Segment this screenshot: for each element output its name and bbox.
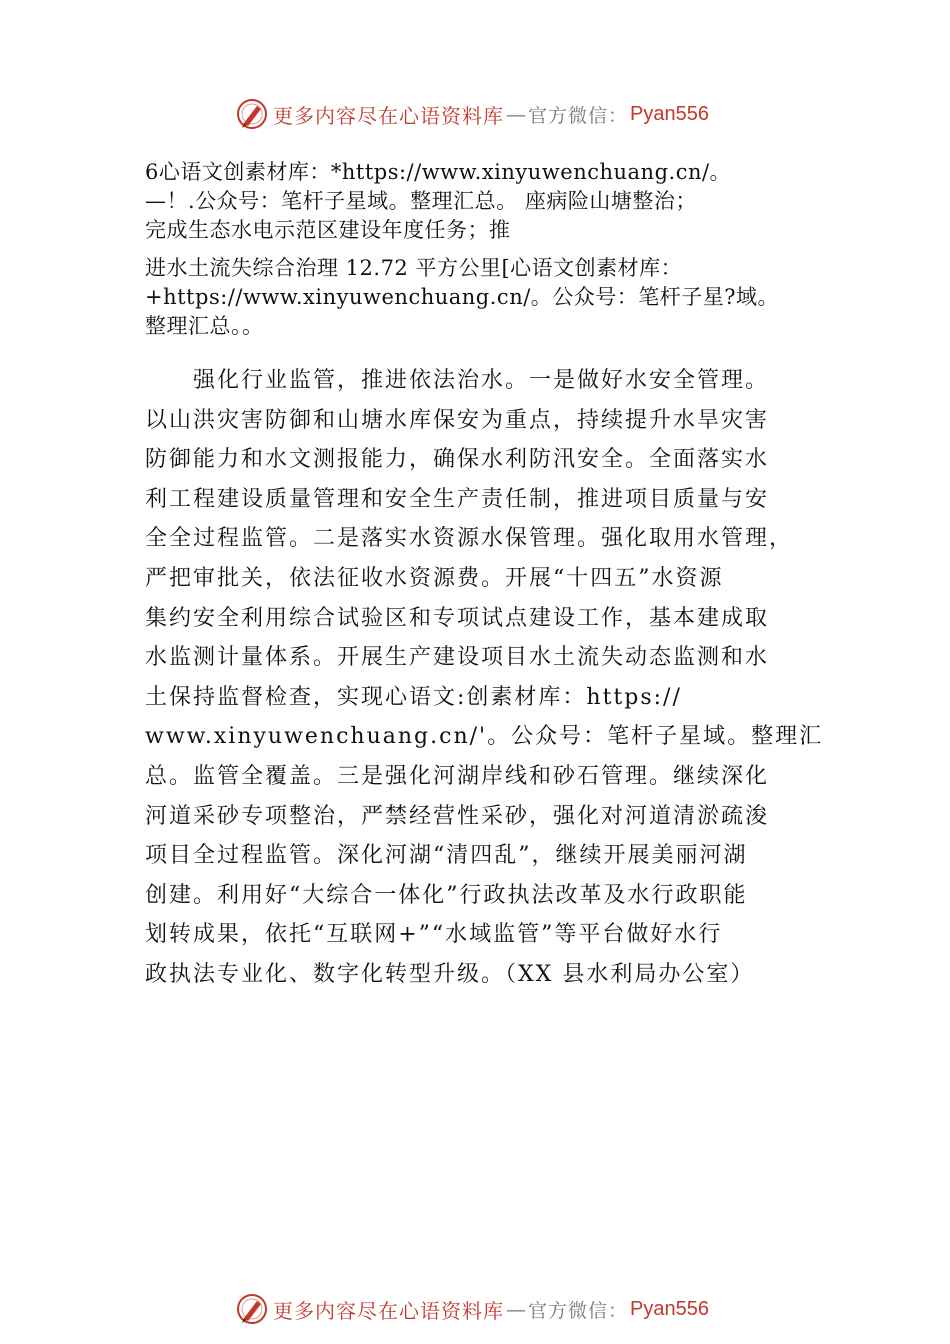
paragraph-line: 全全过程监管。二是落实水资源水保管理。强化取用水管理，	[145, 526, 794, 552]
banner-wechat-id: Pyan556	[630, 102, 709, 125]
banner-wechat-label: 官方微信：	[528, 104, 629, 127]
body-paragraph	[145, 361, 845, 995]
header-banner	[235, 96, 709, 132]
banner-separator: —	[506, 102, 526, 126]
paragraph-line: 强化行业监管，推进依法治水。一是做好水安全管理。	[145, 368, 770, 393]
paragraph-line: 水监测计量体系。开展生产建设项目水土流失动态监测和水	[145, 645, 770, 671]
banner-text: 更多内容尽在心语资料库	[273, 103, 504, 128]
banner-separator: —	[506, 1297, 526, 1321]
document-body	[145, 158, 845, 995]
paragraph-line: 创建。利用好“大综合一体化”行政执法改革及水行政职能	[145, 882, 748, 908]
paragraph-line: 总。监管全覆盖。三是强化河湖岸线和砂石管理。继续深化	[145, 763, 770, 789]
paragraph-line: 政执法专业化、数字化转型升级。（XX 县水利局办公室）	[145, 961, 755, 987]
intro-line: —！.公众号：笔杆子星域。整理汇总。 座病险山塘整治；	[145, 189, 697, 213]
pen-logo-icon	[235, 97, 269, 131]
paragraph-line: 集约安全利用综合试验区和专项试点建设工作，基本建成取	[145, 605, 770, 631]
intro-line: 完成生态水电示范区建设年度任务；推	[145, 218, 511, 242]
banner-text: 更多内容尽在心语资料库	[273, 1298, 504, 1323]
intro-block	[145, 158, 845, 341]
paragraph-line: www.xinyuwenchuang.cn/'。公众号：笔杆子星域。整理汇	[145, 724, 824, 750]
footer-banner	[235, 1291, 709, 1327]
paragraph-line: 划转成果，依托“互联网+”“水域监管”等平台做好水行	[145, 922, 723, 948]
banner-wechat-label: 官方微信：	[528, 1299, 629, 1322]
paragraph-line: 河道采砂专项整治，严禁经营性采砂，强化对河道清淤疏浚	[145, 803, 770, 829]
intro-line: 进水土流失综合治理 12.72 平方公里[心语文创素材库：	[145, 256, 683, 280]
paragraph-line: 以山洪灾害防御和山塘水库保安为重点，持续提升水旱灾害	[145, 407, 770, 433]
pen-logo-icon	[235, 1292, 269, 1326]
intro-line: 6心语文创素材库：*https://www.xinyuwenchuang.cn/。	[145, 160, 732, 184]
intro-line: 整理汇总。。	[145, 314, 264, 338]
paragraph-line: 严把审批关，依法征收水资源费。开展“十四五”水资源	[145, 565, 724, 591]
paragraph-line: 利工程建设质量管理和安全生产责任制，推进项目质量与安	[145, 486, 770, 512]
banner-wechat-id: Pyan556	[630, 1297, 709, 1320]
intro-line: +https://www.xinyuwenchuang.cn/。公众号：笔杆子星?域。	[145, 285, 780, 309]
paragraph-line: 土保持监督检查，实现心语文:创素材库：https://	[145, 684, 682, 710]
paragraph-line: 防御能力和水文测报能力，确保水利防汛安全。全面落实水	[145, 447, 770, 473]
paragraph-line: 项目全过程监管。深化河湖“清四乱”，继续开展美丽河湖	[145, 843, 748, 869]
